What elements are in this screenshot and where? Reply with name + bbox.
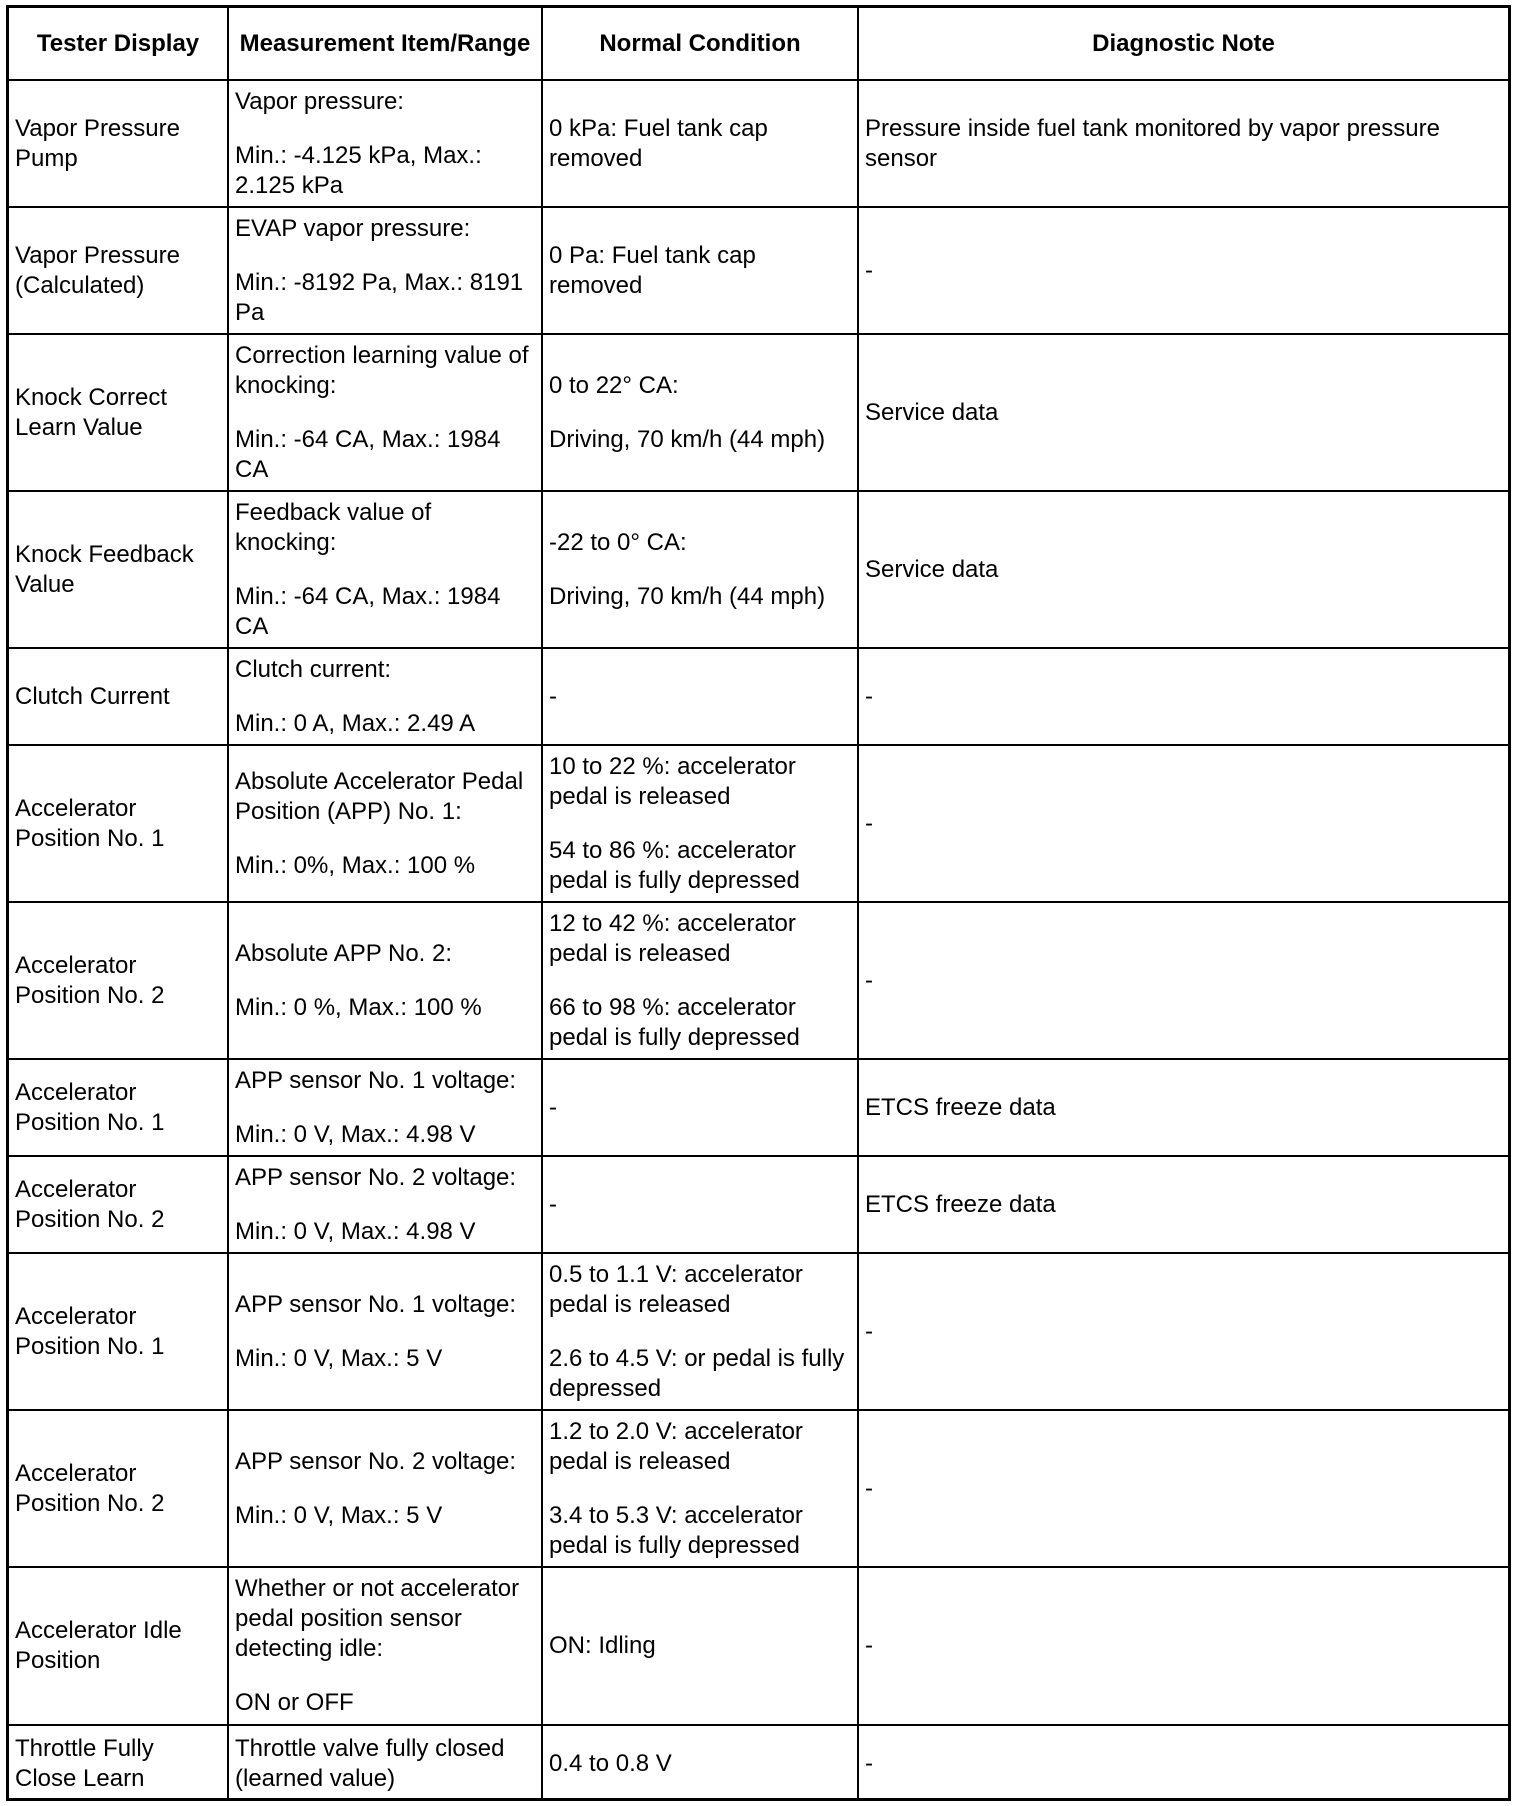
measurement-cell [228, 1410, 542, 1567]
normal-condition-text: - [549, 1190, 557, 1218]
tester-display-cell: Accelerator Position No. 2 [9, 1156, 228, 1253]
header-tester-display: Tester Display [9, 8, 228, 80]
table-row [9, 1410, 1508, 1567]
diagnostic-note-cell: - [858, 745, 1508, 902]
normal-condition-detail: 54 to 86 %: accelerator pedal is fully depressed [549, 836, 800, 894]
diagnostic-note-cell: ETCS freeze data [858, 1156, 1508, 1253]
table-row [9, 902, 1508, 1059]
normal-condition-text: - [549, 1093, 557, 1121]
diagnostic-note-cell: Service data [858, 491, 1508, 648]
measurement-item: APP sensor No. 2 voltage: [235, 1447, 517, 1475]
diagnostic-note-cell: ETCS freeze data [858, 1059, 1508, 1156]
tester-display-cell: Knock Feedback Value [9, 491, 228, 648]
diagnostic-note-cell: - [858, 1410, 1508, 1567]
normal-condition-cell [542, 648, 858, 745]
normal-condition-cell [542, 1156, 858, 1253]
normal-condition-text: - [549, 682, 557, 710]
tester-display-cell: Accelerator Position No. 2 [9, 902, 228, 1059]
diagnostic-note-cell: - [858, 1253, 1508, 1410]
diagnostic-note-cell: - [858, 1567, 1508, 1725]
diagnostic-note-cell: - [858, 902, 1508, 1059]
measurement-range: Min.: -4.125 kPa, Max.: 2.125 kPa [235, 141, 482, 199]
measurement-cell [228, 207, 542, 334]
table-row [9, 648, 1508, 745]
normal-condition-cell [542, 1253, 858, 1410]
tester-data-table [9, 8, 1508, 1801]
measurement-range: Min.: 0 V, Max.: 5 V [235, 1501, 443, 1529]
normal-condition-cell [542, 1567, 858, 1725]
table-header-row [9, 8, 1508, 80]
normal-condition-text: -22 to 0° CA: [549, 528, 687, 556]
normal-condition-cell [542, 1410, 858, 1567]
measurement-range: Min.: -64 CA, Max.: 1984 CA [235, 582, 501, 640]
table-row [9, 1567, 1508, 1725]
header-normal-condition: Normal Condition [542, 8, 858, 80]
tester-display-cell: Accelerator Position No. 1 [9, 745, 228, 902]
measurement-item: EVAP vapor pressure: [235, 214, 471, 242]
table-row [9, 80, 1508, 207]
tester-display-cell: Vapor Pressure Pump [9, 80, 228, 207]
normal-condition-text: 10 to 22 %: accelerator pedal is released [549, 752, 796, 810]
measurement-range: Min.: 0 V, Max.: 5 V [235, 1344, 443, 1372]
measurement-cell [228, 80, 542, 207]
measurement-range: Min.: -8192 Pa, Max.: 8191 Pa [235, 268, 524, 326]
normal-condition-text: 0 to 22° CA: [549, 371, 679, 399]
measurement-cell [228, 1253, 542, 1410]
measurement-item: Clutch current: [235, 655, 392, 683]
normal-condition-text: 12 to 42 %: accelerator pedal is released [549, 909, 796, 967]
measurement-item: Feedback value of knocking: [235, 498, 432, 556]
normal-condition-text: 0 Pa: Fuel tank cap removed [549, 241, 756, 299]
normal-condition-cell [542, 745, 858, 902]
measurement-cell [228, 1725, 542, 1801]
normal-condition-cell [542, 334, 858, 491]
measurement-item: Vapor pressure: [235, 87, 404, 115]
normal-condition-text: 0.4 to 0.8 V [549, 1749, 672, 1777]
diagnostic-note-cell: Service data [858, 334, 1508, 491]
tester-display-cell: Accelerator Position No. 2 [9, 1410, 228, 1567]
tester-display-cell: Vapor Pressure (Calculated) [9, 207, 228, 334]
diagnostic-note-cell: Pressure inside fuel tank monitored by vapor pressure sensor [858, 80, 1508, 207]
normal-condition-cell [542, 902, 858, 1059]
measurement-cell [228, 491, 542, 648]
normal-condition-detail: 3.4 to 5.3 V: accelerator pedal is fully depressed [549, 1501, 803, 1559]
tester-display-cell: Accelerator Idle Position [9, 1567, 228, 1725]
measurement-range: Min.: 0 %, Max.: 100 % [235, 993, 482, 1021]
table-row [9, 491, 1508, 648]
measurement-range: ON or OFF [235, 1689, 354, 1716]
tester-display-cell: Accelerator Position No. 1 [9, 1253, 228, 1410]
measurement-cell [228, 1156, 542, 1253]
measurement-item: Absolute APP No. 2: [235, 939, 453, 967]
tester-display-cell: Throttle Fully Close Learn [9, 1725, 228, 1801]
normal-condition-text: 0 kPa: Fuel tank cap removed [549, 114, 768, 172]
normal-condition-text: ON: Idling [549, 1632, 656, 1659]
diagnostic-note-cell: - [858, 207, 1508, 334]
measurement-item: APP sensor No. 1 voltage: [235, 1290, 517, 1318]
measurement-range: Min.: 0 A, Max.: 2.49 A [235, 709, 476, 737]
measurement-cell [228, 1059, 542, 1156]
normal-condition-cell [542, 491, 858, 648]
table-row [9, 1725, 1508, 1801]
measurement-range: Min.: 0 V, Max.: 4.98 V [235, 1120, 476, 1148]
data-list-sheet [6, 5, 1511, 1801]
normal-condition-detail: Driving, 70 km/h (44 mph) [549, 582, 826, 610]
measurement-cell [228, 334, 542, 491]
normal-condition-cell [542, 1725, 858, 1801]
measurement-range: Min.: -64 CA, Max.: 1984 CA [235, 425, 501, 483]
diagnostic-note-cell: - [858, 648, 1508, 745]
measurement-cell [228, 745, 542, 902]
tester-display-cell: Clutch Current [9, 648, 228, 745]
table-row [9, 1253, 1508, 1410]
header-diagnostic-note: Diagnostic Note [858, 8, 1508, 80]
diagnostic-note-cell: - [858, 1725, 1508, 1801]
table-row [9, 1059, 1508, 1156]
normal-condition-cell [542, 80, 858, 207]
normal-condition-cell [542, 207, 858, 334]
table-row [9, 207, 1508, 334]
header-measurement-item-range: Measurement Item/Range [228, 8, 542, 80]
normal-condition-detail: 2.6 to 4.5 V: or pedal is fully depressed [549, 1344, 845, 1402]
normal-condition-cell [542, 1059, 858, 1156]
measurement-item: Throttle valve fully closed (learned value) [235, 1734, 505, 1792]
table-row [9, 1156, 1508, 1253]
measurement-item: Correction learning value of knocking: [235, 341, 529, 399]
measurement-item: Absolute Accelerator Pedal Position (APP) No. 1: [235, 767, 524, 825]
normal-condition-detail: Driving, 70 km/h (44 mph) [549, 425, 826, 453]
measurement-item: APP sensor No. 2 voltage: [235, 1163, 517, 1191]
normal-condition-detail: 66 to 98 %: accelerator pedal is fully depressed [549, 993, 800, 1051]
table-row [9, 745, 1508, 902]
tester-display-cell: Knock Correct Learn Value [9, 334, 228, 491]
tester-display-cell: Accelerator Position No. 1 [9, 1059, 228, 1156]
measurement-cell [228, 1567, 542, 1725]
measurement-range: Min.: 0%, Max.: 100 % [235, 851, 476, 879]
normal-condition-text: 1.2 to 2.0 V: accelerator pedal is released [549, 1417, 803, 1475]
measurement-cell [228, 648, 542, 745]
measurement-range: Min.: 0 V, Max.: 4.98 V [235, 1217, 476, 1245]
measurement-item: Whether or not accelerator pedal position sensor detecting idle: [235, 1575, 520, 1662]
normal-condition-text: 0.5 to 1.1 V: accelerator pedal is released [549, 1260, 803, 1318]
measurement-item: APP sensor No. 1 voltage: [235, 1066, 517, 1094]
measurement-cell [228, 902, 542, 1059]
table-row [9, 334, 1508, 491]
